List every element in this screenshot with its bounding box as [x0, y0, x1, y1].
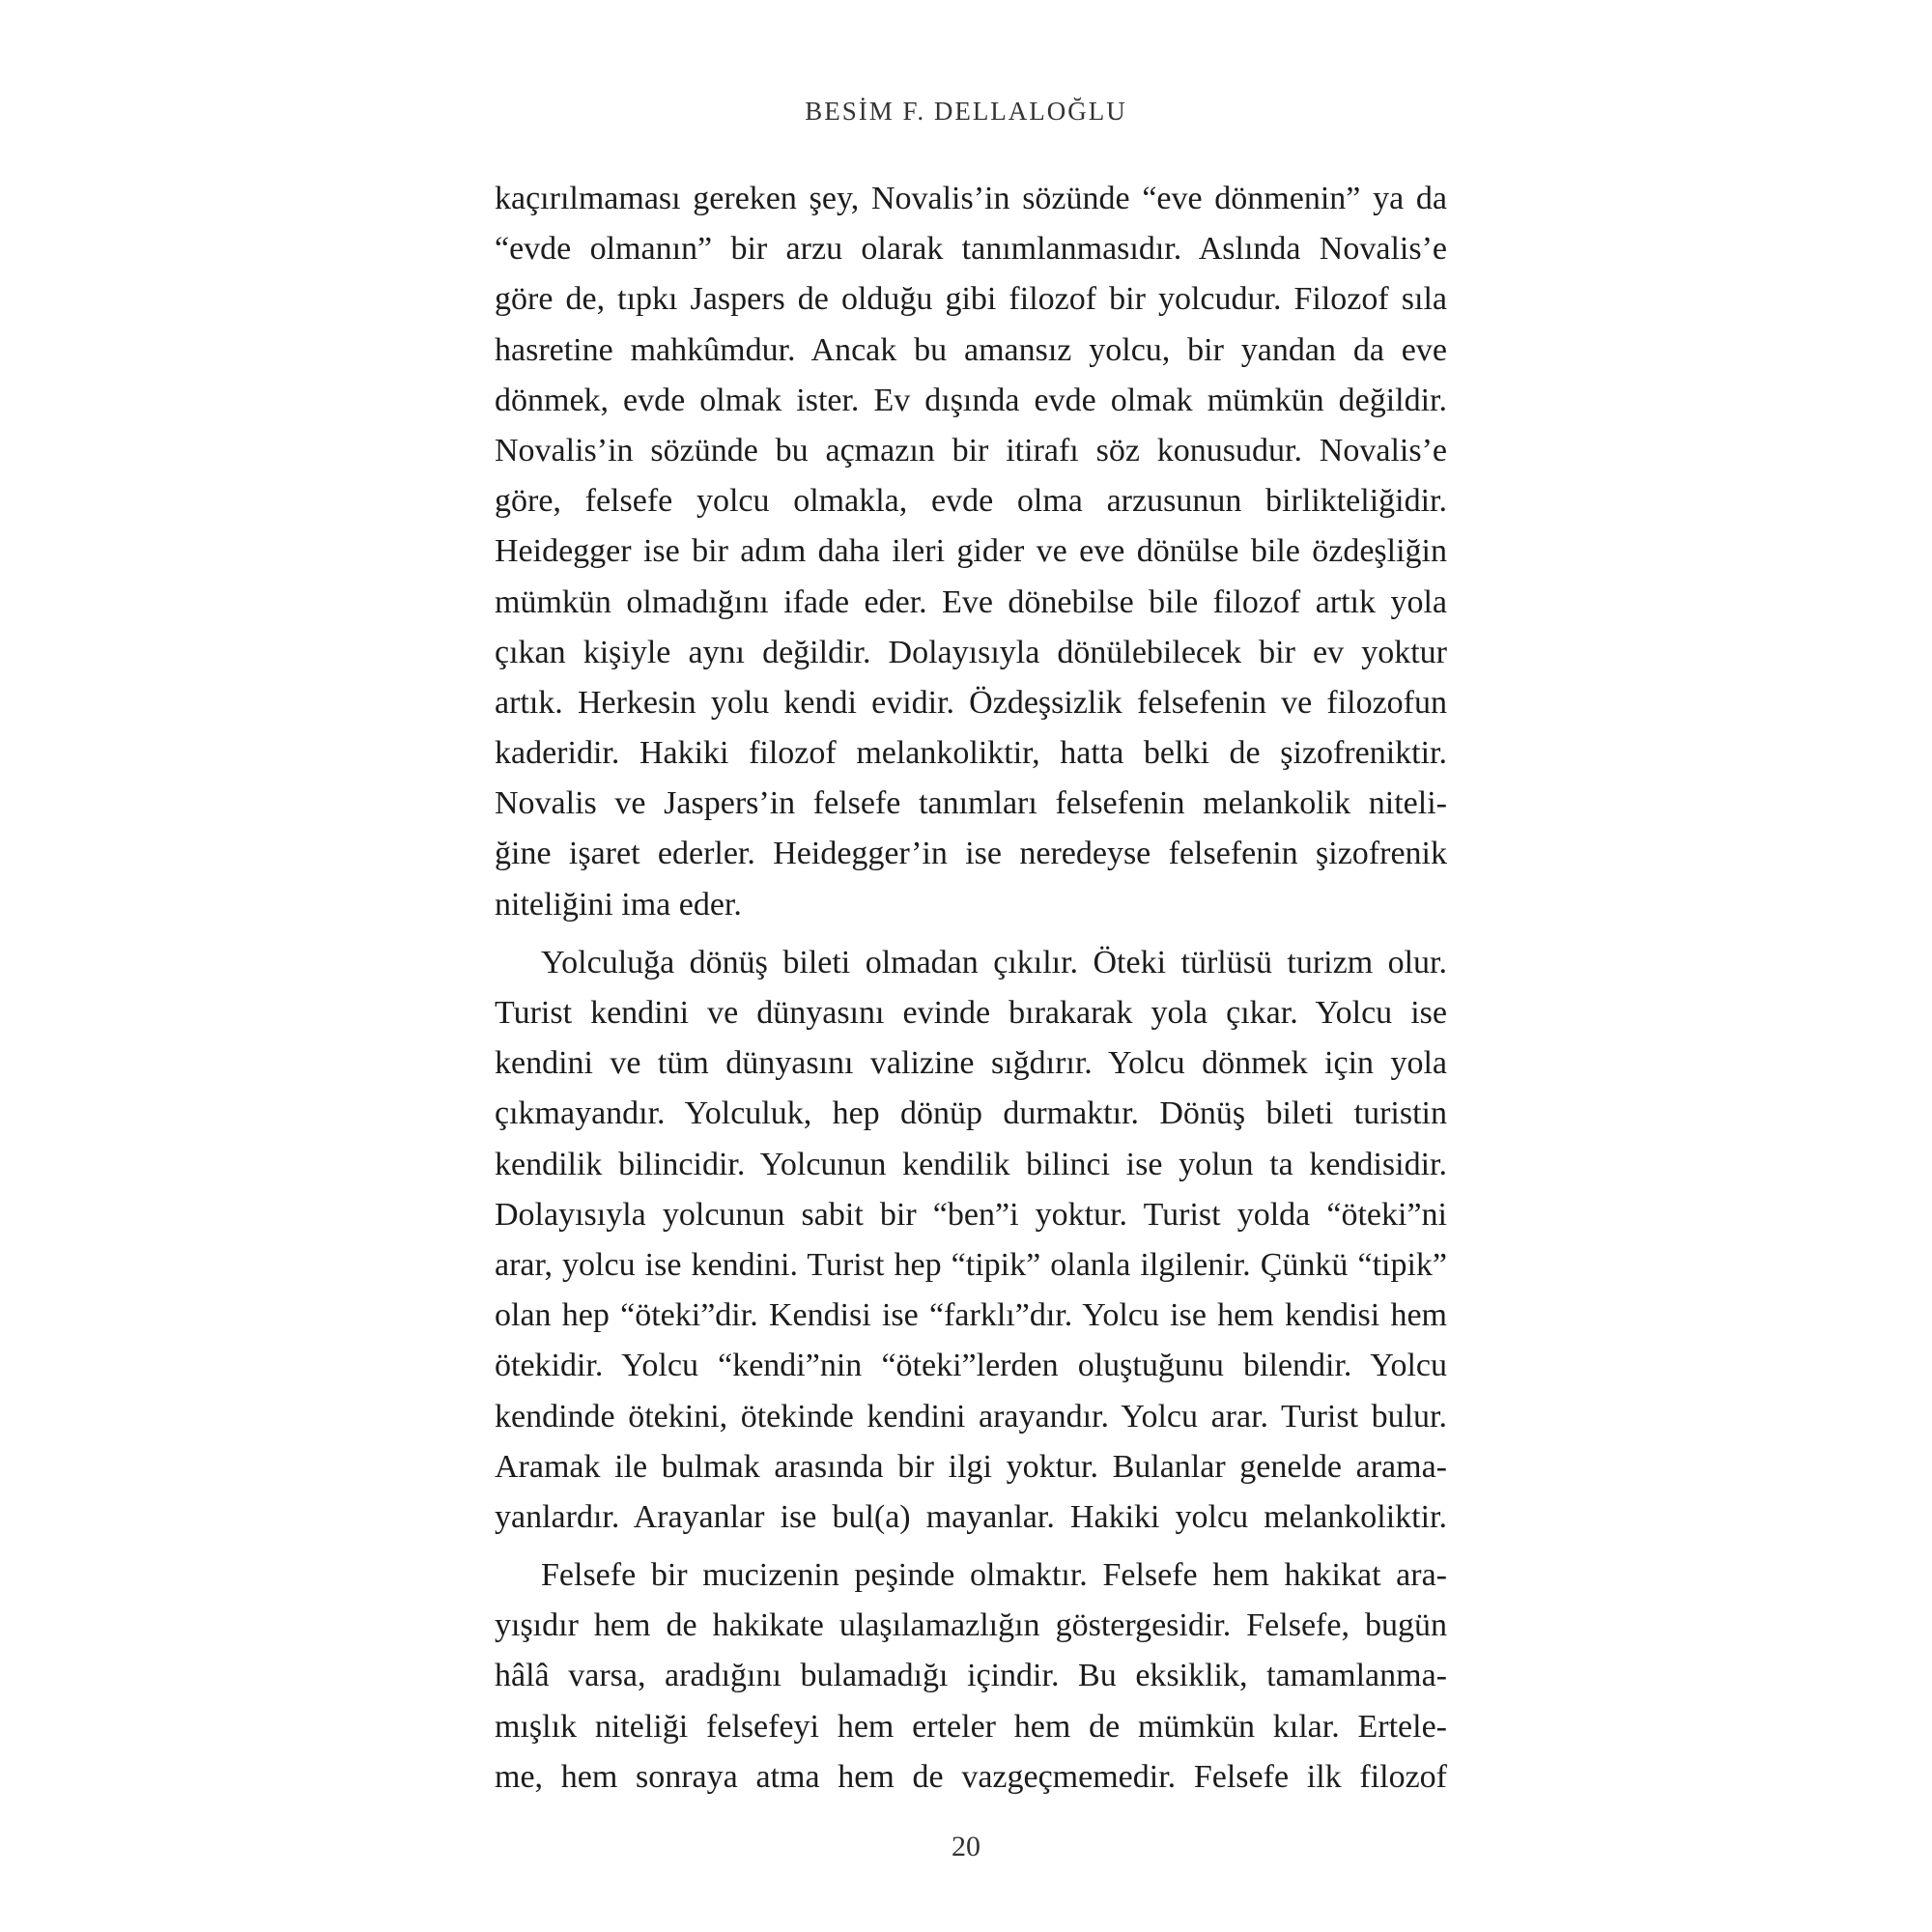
text-line: çıkan kişiyle aynı değildir. Dolayısıyla dönülebilecek bir ev yoktur	[495, 634, 1447, 670]
text-line: kendini ve tüm dünyasını valizine sığdırır. Yolcu dönmek için yola	[495, 1045, 1447, 1082]
paragraph-3	[495, 1550, 1447, 1803]
text-line: artık. Herkesin yolu kendi evidir. Özdeşsizlik felsefenin ve filozofun	[495, 684, 1447, 721]
text-line: Heidegger ise bir adım daha ileri gider ve eve dönülse bile özdeşliğin	[495, 533, 1447, 570]
body-text	[495, 174, 1447, 1810]
running-head: BESİM F. DELLALOĞLU	[805, 97, 1127, 126]
text-line: göre de, tıpkı Jaspers de olduğu gibi filozof bir yolcudur. Filozof sıla	[495, 281, 1447, 318]
text-line: olan hep “öteki”dir. Kendisi ise “farklı”dır. Yolcu ise hem kendisi hem	[495, 1297, 1447, 1334]
text-line: Novalis’in sözünde bu açmazın bir itirafı söz konusudur. Novalis’e	[495, 432, 1447, 469]
text-line: kendinde ötekini, ötekinde kendini arayandır. Yolcu arar. Turist bulur.	[495, 1398, 1447, 1435]
text-line: kaçırılmaması gereken şey, Novalis’in sözünde “eve dönmenin” ya da	[495, 181, 1447, 216]
text-line: mümkün olmadığını ifade eder. Eve dönebilse bile filozof artık yola	[495, 583, 1447, 620]
text-line: çıkmayandır. Yolculuk, hep dönüp durmaktır. Dönüş bileti turistin	[495, 1095, 1447, 1132]
text-line: kendilik bilincidir. Yolcunun kendilik bilinci ise yolun ta kendisidir.	[495, 1146, 1447, 1182]
text-line: mışlık niteliği felsefeyi hem erteler hem de mümkün kılar. Ertele-	[495, 1708, 1447, 1745]
text-line: arar, yolcu ise kendini. Turist hep “tipik” olanla ilgilenir. Çünkü “tipik”	[495, 1246, 1447, 1283]
text-line: “evde olmanın” bir arzu olarak tanımlanmasıdır. Aslında Novalis’e	[495, 231, 1447, 268]
text-line: Dolayısıyla yolcunun sabit bir “ben”i yoktur. Turist yolda “öteki”ni	[495, 1196, 1447, 1233]
text-line: yanlardır. Arayanlar ise bul(a) mayanlar. Hakiki yolcu melankoliktir.	[495, 1498, 1447, 1535]
text-line: hâlâ varsa, aradığını bulamadığı içindir. Bu eksiklik, tamamlanma-	[495, 1658, 1447, 1694]
text-line: hasretine mahkûmdur. Ancak bu amansız yolcu, bir yandan da eve	[495, 331, 1447, 368]
paragraph-1	[495, 174, 1447, 930]
text-line: göre, felsefe yolcu olmakla, evde olma arzusunun birlikteliğidir.	[495, 483, 1447, 520]
text-line: kaderidir. Hakiki filozof melankoliktir, hatta belki de şizofreniktir.	[495, 735, 1447, 772]
text-line: dönmek, evde olmak ister. Ev dışında evde olmak mümkün değildir.	[495, 382, 1447, 418]
text-line: ötekidir. Yolcu “kendi”nin “öteki”lerden oluştuğunu bilendir. Yolcu	[495, 1348, 1447, 1384]
page-number: 20	[952, 1831, 980, 1862]
text-line: Felsefe bir mucizenin peşinde olmaktır. Felsefe hem hakikat ara-	[541, 1557, 1447, 1594]
text-line: Aramak ile bulmak arasında bir ilgi yoktur. Bulanlar genelde arama-	[495, 1448, 1447, 1485]
text-line: yışıdır hem de hakikate ulaşılamazlığın göstergesidir. Felsefe, bugün	[495, 1607, 1447, 1644]
paragraph-2	[495, 938, 1447, 1543]
text-line: Turist kendini ve dünyasını evinde bırakarak yola çıkar. Yolcu ise	[495, 995, 1447, 1031]
text-line: niteliğini ima eder.	[495, 886, 742, 923]
text-line: Novalis ve Jaspers’in felsefe tanımları felsefenin melankolik niteli-	[495, 785, 1447, 822]
text-line: ğine işaret ederler. Heidegger’in ise neredeyse felsefenin şizofrenik	[495, 836, 1447, 872]
text-line: Yolculuğa dönüş bileti olmadan çıkılır. Öteki türlüsü turizm olur.	[541, 944, 1447, 980]
text-line: me, hem sonraya atma hem de vazgeçmemedir. Felsefe ilk filozof	[495, 1758, 1447, 1795]
